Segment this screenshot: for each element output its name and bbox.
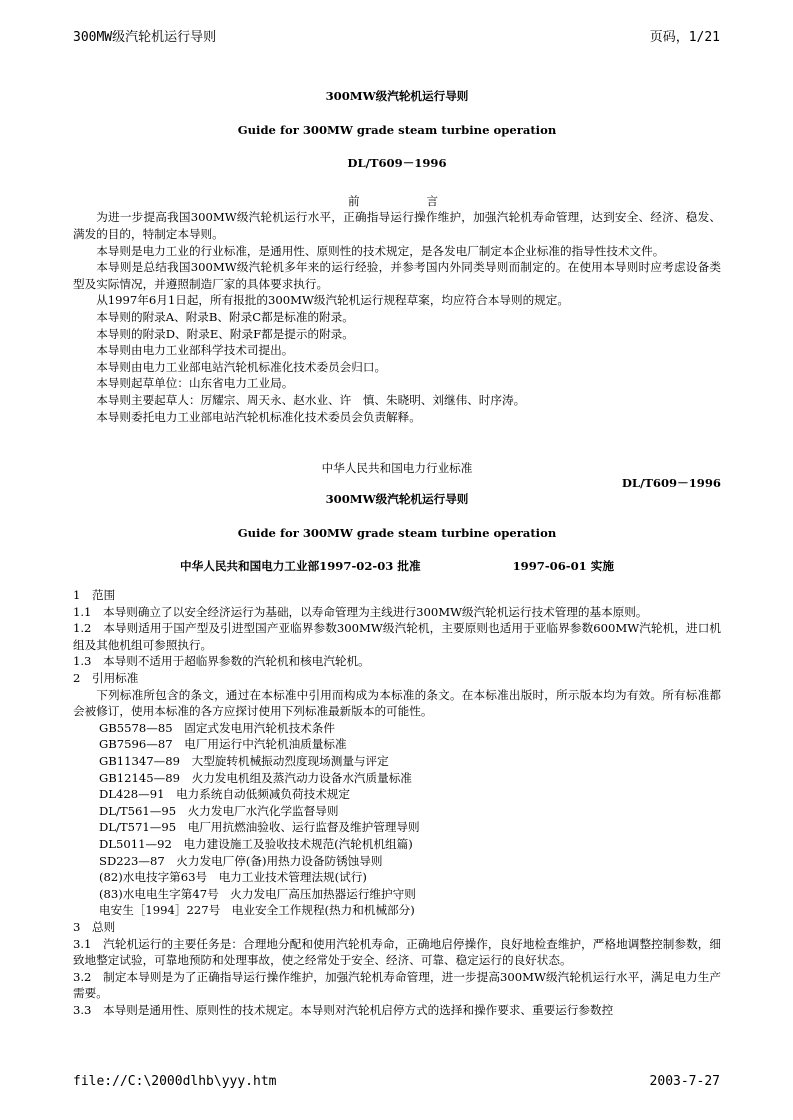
approval-text: 中华人民共和国电力工业部1997-02-03 批准	[180, 559, 421, 574]
page-footer	[73, 1074, 720, 1089]
standard-title-english: Guide for 300MW grade steam turbine operation	[237, 525, 557, 540]
preface-paragraph: 本导则委托电力工业部电站汽轮机标准化技术委员会负责解释。	[96, 409, 421, 424]
preface-paragraph: 本导则主要起草人：厉耀宗、周天永、赵水业、许 慎、朱晓明、刘继伟、时序涛。	[96, 392, 526, 407]
section-heading: 2 引用标准	[73, 671, 139, 686]
reference-item: 电安生［1994］227号 电业安全工作规程(热力和机械部分)	[99, 903, 415, 918]
section-heading: 1 范围	[73, 588, 116, 603]
document-body	[73, 88, 721, 1019]
standard-organization: 中华人民共和国电力行业标准	[321, 461, 473, 476]
footer-date: 2003-7-27	[649, 1074, 720, 1089]
preface-paragraph: 本导则由电力工业部科学技术司提出。	[96, 343, 294, 358]
standard-code-secondary: DL/T609－1996	[621, 475, 721, 490]
clause-paragraph: 1.3 本导则不适用于超临界参数的汽轮机和核电汽轮机。	[73, 654, 370, 669]
clause-paragraph: 3.1 汽轮机运行的主要任务是：合理地分配和使用汽轮机寿命，正确地启停操作，良好地检查维护，严格地调整控制参数，细致地整定试验，可靠地预防和处理事故，使之经常处于安全、经济、可靠、稳定运行的良好状态。	[73, 936, 721, 968]
clause-paragraph: 1.1 本导则确立了以安全经济运行为基础，以寿命管理为主线进行300MW级汽轮机运行技术管理的基本原则。	[73, 604, 648, 619]
reference-item: DL/T561—95 火力发电厂水汽化学监督导则	[99, 803, 339, 818]
clause-paragraph: 下列标准所包含的条文，通过在本标准中引用而构成为本标准的条文。在本标准出版时，所示版本均为有效。所有标准都会被修订，使用本标准的各方应探讨使用下列标准最新版本的可能性。	[73, 687, 721, 719]
reference-item: DL5011—92 电力建设施工及验收技术规范(汽轮机机组篇)	[99, 836, 413, 851]
preface-paragraph: 从1997年6月1日起，所有报批的300MW级汽轮机运行规程草案，均应符合本导则的规定。	[96, 293, 569, 308]
preface-paragraph: 本导则的附录D、附录E、附录F都是提示的附录。	[96, 326, 354, 341]
reference-item: GB11347—89 大型旋转机械振动烈度现场测量与评定	[99, 754, 389, 768]
approval-dates	[73, 558, 721, 575]
effective-text: 1997-06-01 实施	[512, 559, 614, 574]
footer-file-path: file://C:\2000dlhb\yyy.htm	[73, 1074, 277, 1089]
clause-paragraph: 3.3 本导则是通用性、原则性的技术规定。本导则对汽轮机启停方式的选择和操作要求、重要运行参数控	[73, 1002, 614, 1017]
preface-heading: 前 言	[348, 193, 446, 208]
preface-paragraph: 本导则由电力工业部电站汽轮机标准化技术委员会归口。	[96, 359, 387, 374]
reference-item: (83)水电电生字第47号 火力发电厂高压加热器运行维护守则	[99, 886, 416, 901]
preface-paragraph: 本导则起草单位：山东省电力工业局。	[96, 376, 294, 391]
document-title-english: Guide for 300MW grade steam turbine operation	[237, 122, 557, 137]
preface-paragraph: 本导则是总结我国300MW级汽轮机多年来的运行经验，并参考国内外同类导则而制定的。在使用本导则时应考虑设备类型及实际情况，并遵照制造厂家的具体要求执行。	[73, 260, 721, 291]
header-page-number: 页码，1/21	[649, 30, 720, 45]
clause-paragraph: 1.2 本导则适用于国产型及引进型国产亚临界参数300MW级汽轮机，主要原则也适用于亚临界参数600MW汽轮机，进口机组及其他机组可参照执行。	[73, 621, 721, 652]
section-heading: 3 总则	[73, 919, 116, 934]
page-header	[73, 26, 720, 45]
reference-item: (82)水电技字第63号 电力工业技术管理法规(试行)	[99, 870, 367, 885]
reference-item: SD223—87 火力发电厂停(备)用热力设备防锈蚀导则	[99, 853, 383, 868]
standard-code: DL/T609－1996	[347, 156, 447, 171]
reference-item: DL/T571—95 电厂用抗燃油验收、运行监督及维护管理导则	[99, 820, 420, 835]
clause-paragraph: 3.2 制定本导则是为了正确指导运行操作维护，加强汽轮机寿命管理，进一步提高300MW级汽轮机运行水平，满足电力生产需要。	[73, 969, 721, 1001]
preface-paragraph: 本导则是电力工业的行业标准，是通用性、原则性的技术规定，是各发电厂制定本企业标准的指导性技术文件。	[96, 243, 665, 258]
header-doc-title: 300MW级汽轮机运行导则	[73, 30, 217, 45]
reference-item: GB12145—89 火力发电机组及蒸汽动力设备水汽质量标准	[99, 770, 412, 785]
reference-item: DL428—91 电力系统自动低频减负荷技术规定	[99, 787, 350, 802]
reference-item: GB5578—85 固定式发电用汽轮机技术条件	[99, 720, 335, 735]
standard-title: 300MW级汽轮机运行导则	[325, 492, 469, 507]
reference-item: GB7596—87 电厂用运行中汽轮机油质量标准	[99, 737, 347, 752]
preface-paragraph: 本导则的附录A、附录B、附录C都是标准的附录。	[96, 309, 354, 324]
preface-paragraph: 为进一步提高我国300MW级汽轮机运行水平，正确指导运行操作维护，加强汽轮机寿命管理，达到安全、经济、稳发、满发的目的，特制定本导则。	[73, 210, 721, 241]
document-title: 300MW级汽轮机运行导则	[325, 89, 469, 103]
